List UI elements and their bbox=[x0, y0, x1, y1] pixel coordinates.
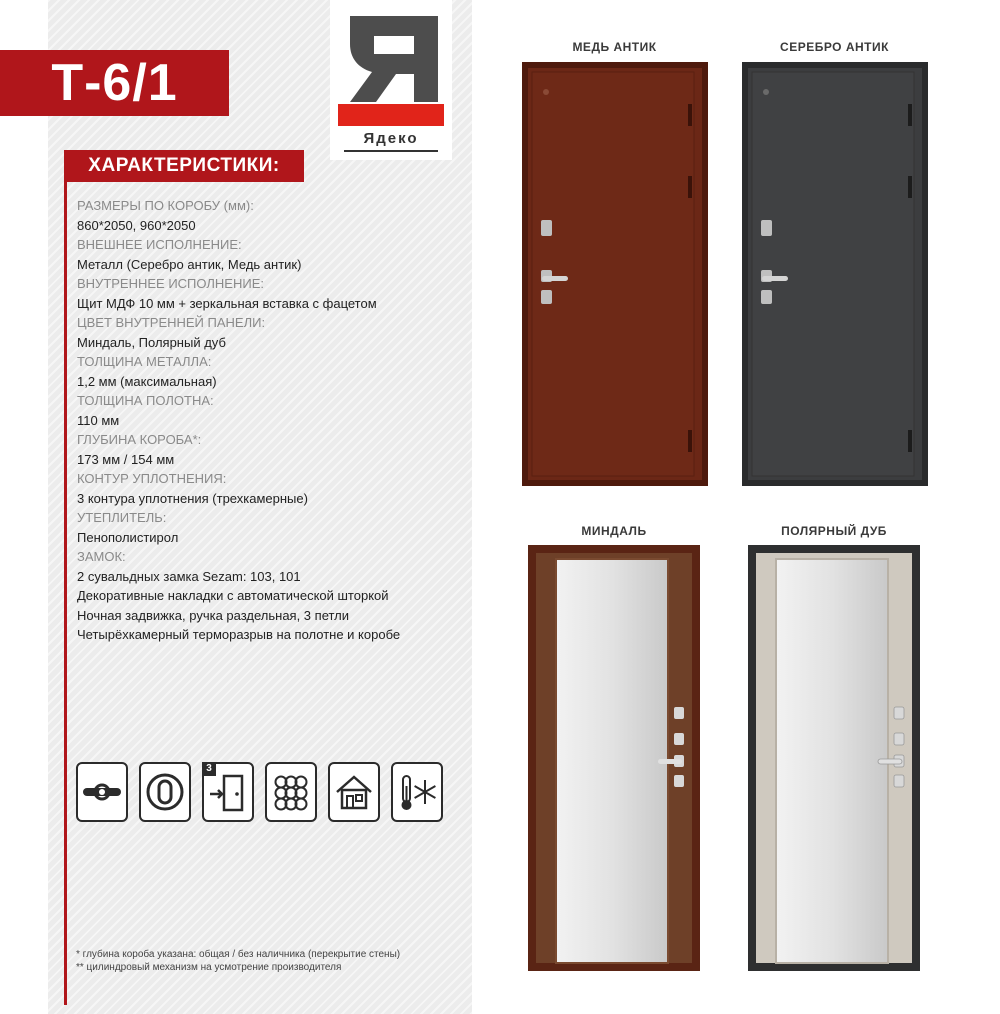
house-icon bbox=[328, 762, 380, 822]
contours-count-badge: 3 bbox=[202, 762, 216, 776]
spec-value: Ночная задвижка, ручка раздельная, 3 петли bbox=[77, 607, 350, 623]
door-label-copper: МЕДЬ АНТИК bbox=[572, 40, 657, 54]
spec-label: УТЕПЛИТЕЛЬ: bbox=[77, 510, 167, 525]
spec-label: ГЛУБИНА КОРОБА*: bbox=[77, 432, 202, 447]
spec-value: 860*2050, 960*2050 bbox=[77, 217, 196, 233]
logo-wordmark: Ядеко bbox=[363, 130, 419, 147]
door-image-almond bbox=[528, 545, 700, 976]
door-label-silver: СЕРЕБРО АНТИК bbox=[780, 40, 889, 54]
spec-value: 173 мм / 154 мм bbox=[77, 451, 175, 467]
spec-label: ТОЛЩИНА МЕТАЛЛА: bbox=[77, 354, 212, 369]
thermo-frost-icon bbox=[391, 762, 443, 822]
footnote: * глубина короба указана: общая / без наличника (перекрытие стены) bbox=[76, 949, 401, 960]
feature-icons bbox=[76, 762, 448, 826]
brand-logo bbox=[330, 0, 452, 160]
spec-value: Миндаль, Полярный дуб bbox=[77, 334, 226, 350]
cylinder-lock-icon bbox=[139, 762, 191, 822]
spec-value: 3 контура уплотнения (трехкамерные) bbox=[77, 490, 308, 506]
spec-value: Металл (Серебро антик, Медь антик) bbox=[77, 256, 302, 272]
door-label-polar-oak: ПОЛЯРНЫЙ ДУБ bbox=[781, 524, 887, 538]
spec-value: 110 мм bbox=[77, 412, 120, 428]
model-title: Т-6/1 bbox=[51, 54, 178, 112]
spec-label: ЗАМОК: bbox=[77, 549, 126, 564]
spec-value: Четырёхкамерный терморазрыв на полотне и коробе bbox=[77, 627, 401, 642]
door-image-polar-oak bbox=[748, 545, 920, 976]
accent-line bbox=[64, 175, 67, 1005]
spec-label: ЦВЕТ ВНУТРЕННЕЙ ПАНЕЛИ: bbox=[77, 315, 266, 330]
spec-list bbox=[77, 196, 467, 645]
spec-value: 2 сувальдных замка Sezam: 103, 101 bbox=[77, 568, 301, 584]
spec-label: ВНУТРЕННЕЕ ИСПОЛНЕНИЕ: bbox=[77, 276, 264, 291]
spec-label: РАЗМЕРЫ ПО КОРОБУ (мм): bbox=[77, 198, 254, 213]
honeycomb-filler-icon bbox=[265, 762, 317, 822]
door-image-silver-antique bbox=[742, 62, 928, 491]
spec-label: ТОЛЩИНА ПОЛОТНА: bbox=[77, 393, 214, 408]
spec-label: КОНТУР УПЛОТНЕНИЯ: bbox=[77, 471, 227, 486]
spec-heading: ХАРАКТЕРИСТИКИ: bbox=[88, 155, 280, 176]
footnotes bbox=[76, 948, 466, 974]
spec-label: ВНЕШНЕЕ ИСПОЛНЕНИЕ: bbox=[77, 237, 242, 252]
spec-value: Декоративные накладки с автоматической шторкой bbox=[77, 588, 389, 603]
spec-value: Пенополистирол bbox=[77, 529, 179, 545]
spec-value: Щит МДФ 10 мм + зеркальная вставка с фацетом bbox=[77, 295, 377, 311]
handle-icon bbox=[76, 762, 128, 822]
footnote: ** цилиндровый механизм на усмотрение производителя bbox=[76, 962, 342, 973]
door-image-copper-antique bbox=[522, 62, 708, 491]
spec-value: 1,2 мм (максимальная) bbox=[77, 373, 217, 389]
door-label-almond: МИНДАЛЬ bbox=[581, 524, 647, 538]
